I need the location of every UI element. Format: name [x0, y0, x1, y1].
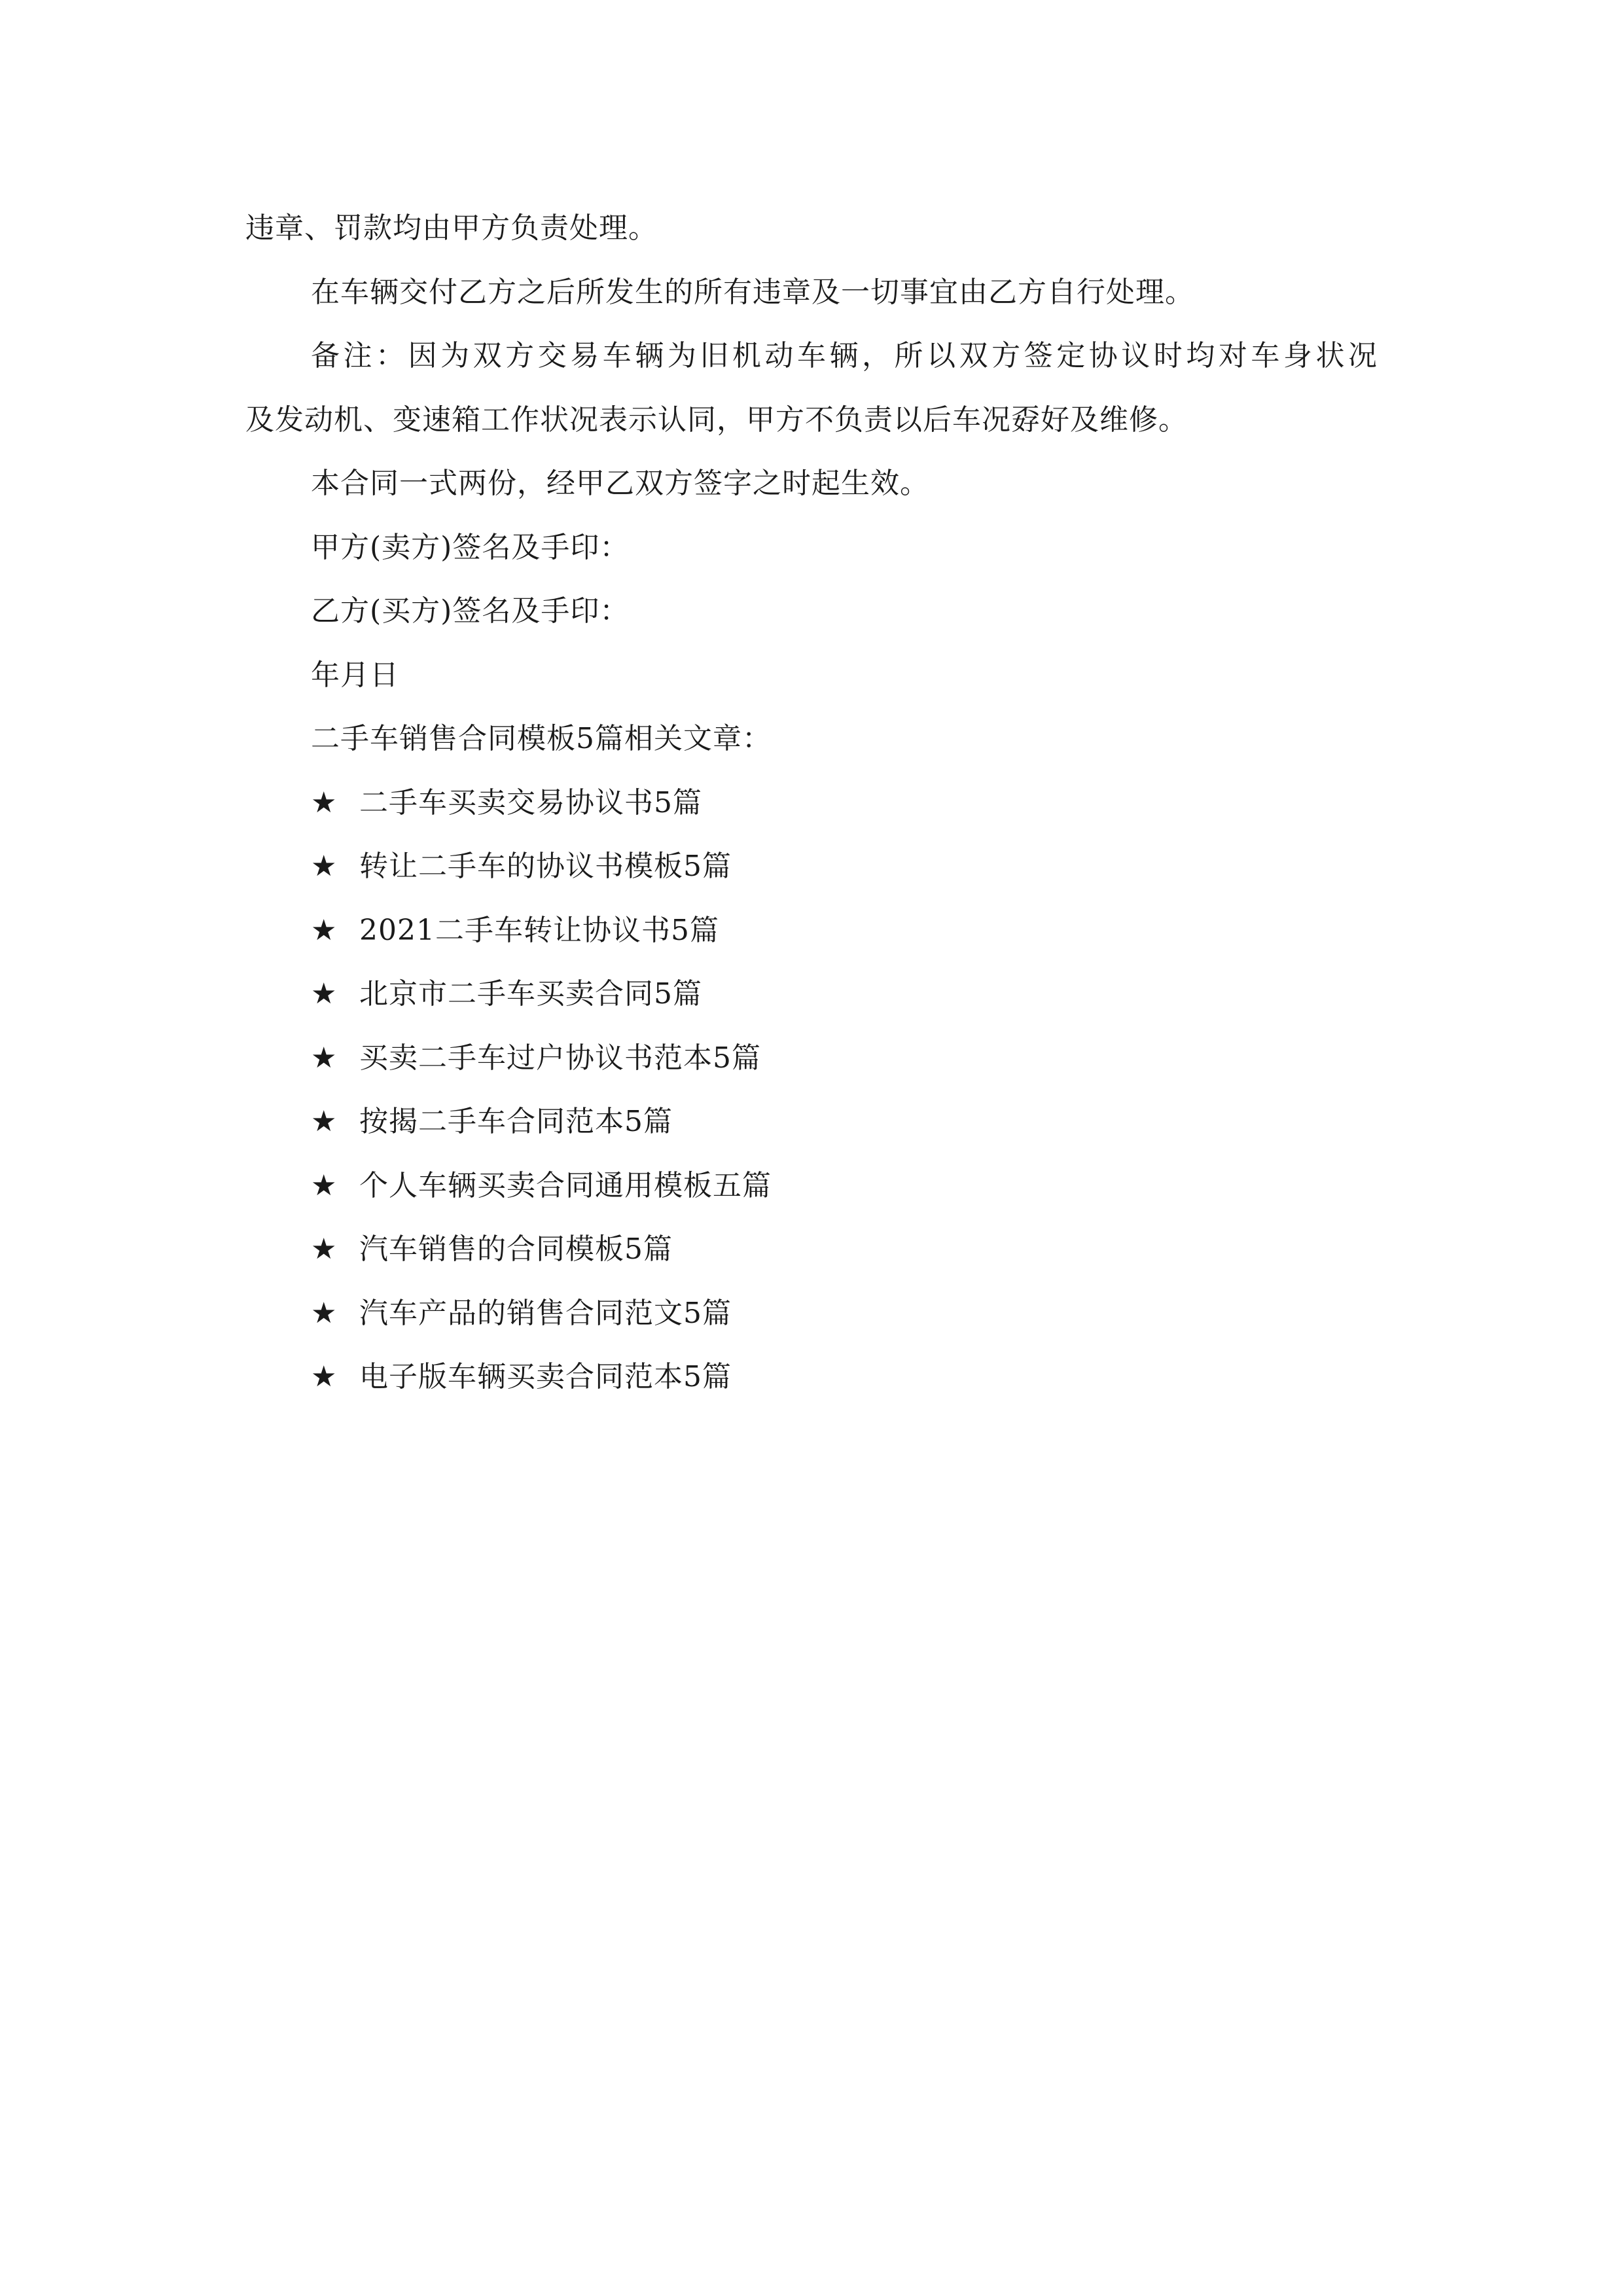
paragraph-remark-line-1: 备注：因为双方交易车辆为旧机动车辆，所以双方签定协议时均对车身状况: [311, 339, 1378, 372]
related-article-item[interactable]: [245, 1282, 1378, 1346]
related-article-link[interactable]: 北京市二手车买卖合同5篇: [359, 977, 702, 1011]
seller-signature-line: 甲方(卖方)签名及手印：: [311, 530, 630, 564]
related-article-link[interactable]: 转让二手车的协议书模板5篇: [359, 850, 732, 883]
star-icon: ★: [311, 1296, 338, 1330]
star-icon: ★: [311, 1168, 338, 1202]
star-icon: ★: [311, 1232, 338, 1266]
related-article-item[interactable]: [245, 1345, 1378, 1409]
related-article-item[interactable]: [245, 1154, 1378, 1218]
paragraph-remark-line-2: 及发动机、变速箱工作状况表示认同，甲方不负责以后车况孬好及维修。: [245, 403, 1188, 437]
related-article-item[interactable]: [245, 899, 1378, 963]
related-article-item[interactable]: [245, 1026, 1378, 1090]
related-article-link[interactable]: 汽车产品的销售合同范文5篇: [359, 1296, 732, 1330]
related-article-item[interactable]: [245, 771, 1378, 835]
related-article-item[interactable]: [245, 1217, 1378, 1282]
buyer-signature-line: 乙方(买方)签名及手印：: [311, 594, 630, 628]
related-article-link[interactable]: 汽车销售的合同模板5篇: [359, 1232, 673, 1266]
star-icon: ★: [311, 850, 338, 883]
star-icon: ★: [311, 1360, 338, 1393]
related-article-item[interactable]: [245, 834, 1378, 899]
related-article-link[interactable]: 二手车买卖交易协议书5篇: [359, 785, 702, 819]
related-article-link[interactable]: 个人车辆买卖合同通用模板五篇: [359, 1168, 772, 1202]
related-article-item[interactable]: [245, 962, 1378, 1026]
paragraph-after-delivery: 在车辆交付乙方之后所发生的所有违章及一切事宜由乙方自行处理。: [311, 275, 1194, 309]
date-line: 年月日: [311, 658, 399, 692]
related-article-item[interactable]: [245, 1090, 1378, 1154]
related-articles-heading: 二手车销售合同模板5篇相关文章：: [311, 722, 772, 755]
star-icon: ★: [311, 1105, 338, 1138]
related-article-link[interactable]: 电子版车辆买卖合同范本5篇: [359, 1360, 732, 1393]
star-icon: ★: [311, 785, 338, 819]
paragraph-copies-effective: 本合同一式两份，经甲乙双方签字之时起生效。: [311, 467, 929, 500]
related-article-link[interactable]: 按揭二手车合同范本5篇: [359, 1105, 673, 1138]
document-body: [245, 196, 1378, 1409]
star-icon: ★: [311, 977, 338, 1011]
related-article-link[interactable]: 买卖二手车过户协议书范本5篇: [359, 1041, 761, 1075]
paragraph-violations-continuation: 违章、罚款均由甲方负责处理。: [245, 211, 658, 245]
related-article-link[interactable]: 2021二手车转让协议书5篇: [359, 913, 719, 947]
related-articles-list: [245, 771, 1378, 1409]
star-icon: ★: [311, 913, 338, 947]
star-icon: ★: [311, 1041, 338, 1075]
